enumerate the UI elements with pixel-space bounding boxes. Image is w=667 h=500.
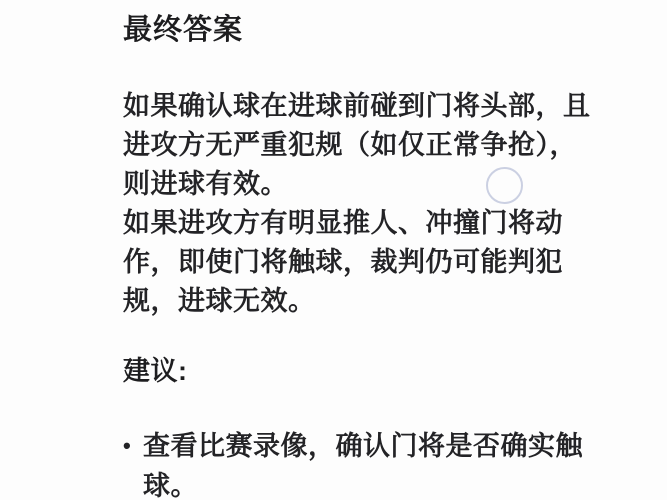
answer-line: 如果进攻方有明显推人、冲撞门将动 xyxy=(123,208,563,238)
suggestion-list xyxy=(123,426,583,500)
answer-paragraph xyxy=(123,87,623,321)
list-item-line: 查看比赛录像，确认门将是否确实触 xyxy=(143,431,583,461)
loading-spinner-ring xyxy=(486,167,523,204)
answer-line: 进攻方无严重犯规（如仅正常争抢）， xyxy=(123,130,577,160)
answer-line: 规，进球无效。 xyxy=(123,286,316,316)
list-item-text xyxy=(143,426,583,500)
bullet-marker: • xyxy=(123,433,132,458)
answer-line: 则进球有效。 xyxy=(123,169,288,199)
suggestion-heading: 建议: xyxy=(123,356,188,386)
list-item xyxy=(123,426,583,500)
final-answer-heading: 最终答案 xyxy=(123,14,244,46)
list-item-line: 球。 xyxy=(143,471,198,500)
answer-line: 如果确认球在进球前碰到门将头部，且 xyxy=(123,91,591,121)
answer-line: 作，即使门将触球，裁判仍可能判犯 xyxy=(123,247,563,277)
